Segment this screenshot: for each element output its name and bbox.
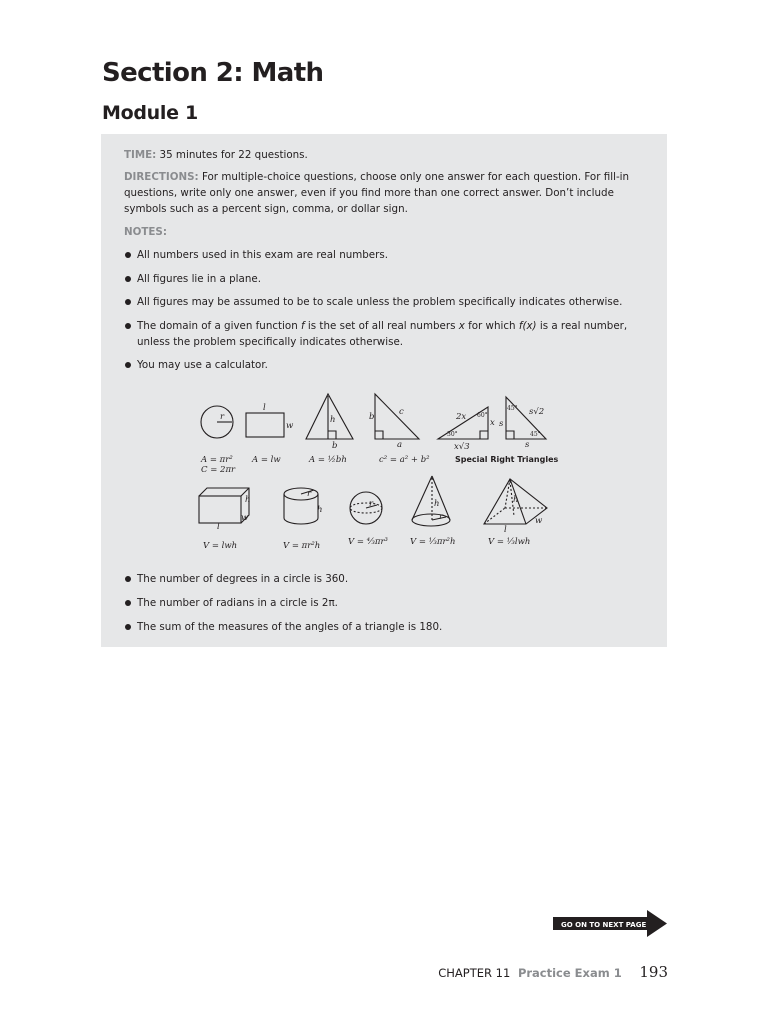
svg-text:2x: 2x: [456, 412, 467, 422]
svg-text:r: r: [220, 412, 225, 422]
rectangle-area-formula: A = lw: [252, 455, 281, 465]
rectangle-figure: [246, 413, 284, 437]
svg-text:a: a: [397, 440, 403, 450]
circle-circumference-formula: C = 2πr: [201, 465, 236, 475]
svg-text:r: r: [439, 512, 444, 522]
directions-text: For multiple-choice questions, choose only one answer for each question. For fill-in questions, write only one answer, even if you find more than one correct answer. Don’t include symbols such as a percent sign, comma, or dollar sign.: [124, 171, 630, 215]
svg-text:b: b: [369, 412, 375, 422]
svg-text:w: w: [241, 513, 249, 523]
note-item: You may use a calculator.: [124, 357, 639, 373]
sphere-figure: [350, 492, 382, 524]
bullet-icon: [125, 576, 131, 582]
svg-text:60°: 60°: [477, 412, 488, 419]
svg-text:45°: 45°: [507, 405, 518, 412]
svg-text:h: h: [317, 505, 323, 515]
note-item: All numbers used in this exam are real numbers.: [124, 247, 639, 263]
time-text: 35 minutes for 22 questions.: [159, 149, 308, 161]
svg-text:45°: 45°: [530, 431, 541, 438]
time-label: TIME:: [124, 149, 157, 161]
cylinder-volume-formula: V = πr²h: [283, 541, 321, 551]
note-item: The domain of a given function f is the set of all real numbers x for which f(x) is a real number, unless the problem specifically indicates otherwise.: [124, 318, 639, 350]
page-number: 193: [639, 963, 668, 981]
svg-text:w: w: [535, 516, 543, 526]
svg-text:s: s: [499, 419, 504, 429]
svg-text:h: h: [434, 499, 440, 509]
footer-chapter: CHAPTER 11: [438, 966, 511, 980]
cone-figure: [412, 476, 450, 526]
cylinder-figure: [284, 488, 318, 524]
fact-item: The number of degrees in a circle is 360.: [124, 571, 639, 587]
right-triangle-figure: [375, 394, 419, 439]
module-title: Module 1: [102, 102, 198, 124]
svg-text:l: l: [504, 525, 507, 535]
fact-item: The sum of the measures of the angles of a triangle is 180.: [124, 619, 639, 635]
note-item: All figures may be assumed to be to scale unless the problem specifically indicates otherwise.: [124, 294, 639, 310]
directions-label: DIRECTIONS:: [124, 171, 199, 183]
cone-volume-formula: V = ⅓πr²h: [410, 537, 456, 547]
svg-text:r: r: [307, 489, 312, 499]
section-title: Section 2: Math: [102, 58, 324, 88]
notes-label: NOTES:: [124, 226, 167, 238]
svg-text:h: h: [245, 495, 251, 505]
svg-text:h: h: [513, 495, 519, 505]
bullet-icon: [125, 600, 131, 606]
reference-figures: [101, 134, 667, 564]
svg-text:l: l: [263, 403, 266, 413]
svg-text:x: x: [490, 418, 495, 428]
svg-text:c: c: [399, 407, 404, 417]
svg-text:r: r: [369, 499, 374, 509]
fact-item: The number of radians in a circle is 2π.: [124, 595, 639, 611]
instructions-box: [101, 134, 667, 647]
svg-text:b: b: [332, 441, 338, 451]
go-on-arrow: [553, 910, 667, 937]
triangle-area-formula: A = ½bh: [309, 455, 347, 465]
page-footer: [0, 963, 668, 981]
svg-text:s√2: s√2: [529, 407, 545, 417]
svg-text:x√3: x√3: [454, 442, 470, 452]
box-volume-formula: V = lwh: [203, 541, 238, 551]
svg-text:30°: 30°: [447, 431, 458, 438]
footer-title: Practice Exam 1: [517, 966, 622, 980]
svg-text:s: s: [525, 440, 530, 450]
sphere-volume-formula: V = ⁴⁄₃πr³: [348, 537, 388, 547]
special-right-triangles-label: Special Right Triangles: [455, 455, 559, 464]
note-item: All figures lie in a plane.: [124, 271, 639, 287]
pythagorean-formula: c² = a² + b²: [379, 455, 430, 465]
svg-text:l: l: [217, 522, 220, 532]
bullet-icon: [125, 624, 131, 630]
pyramid-volume-formula: V = ⅓lwh: [488, 537, 531, 547]
go-on-label: GO ON TO NEXT PAGE: [561, 921, 647, 929]
circle-area-formula: A = πr²: [201, 455, 233, 465]
svg-text:h: h: [330, 415, 336, 425]
svg-text:w: w: [286, 421, 294, 431]
